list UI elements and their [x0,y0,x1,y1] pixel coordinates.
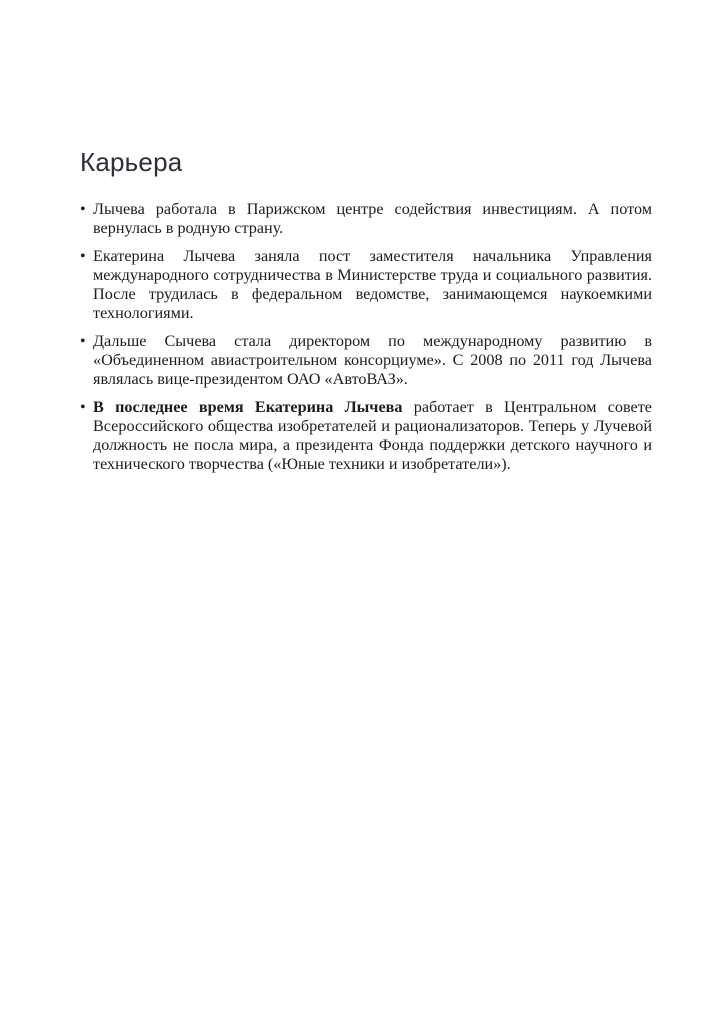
list-item [80,398,652,474]
bullet-icon: • [80,333,86,350]
section-heading: Карьера [80,147,183,177]
list-item [80,332,652,389]
list-item [80,247,652,323]
list-item-text: работает в Центральном совете Всероссийского общества изобретателей и рационализаторов. Теперь у Лучевой должность не посла мира, а президента Фонда поддержки детского научного и технического творчества («Юные техники и изобретатели»). [93,398,652,473]
list-item [80,200,652,238]
career-list [80,200,652,483]
bullet-icon: • [80,399,86,416]
bullet-icon: • [80,248,86,265]
list-item-bold-lead: В последнее время Екатерина Лычева [93,398,403,416]
bullet-icon: • [80,201,86,218]
list-item-text: Дальше Сычева стала директором по международному развитию в «Объединенном авиастроительном консорциуме». С 2008 по 2011 год Лычева являлась вице-президентом ОАО «АвтоВАЗ». [93,332,652,388]
list-item-text: Екатерина Лычева заняла пост заместителя начальника Управления международного сотрудничества в Министерстве труда и социального развития. После трудилась в федеральном ведомстве, занимающемся наукоемкими технологиями. [93,247,652,322]
list-item-text: Лычева работала в Парижском центре содействия инвестициям. А потом вернулась в родную страну. [93,200,652,237]
